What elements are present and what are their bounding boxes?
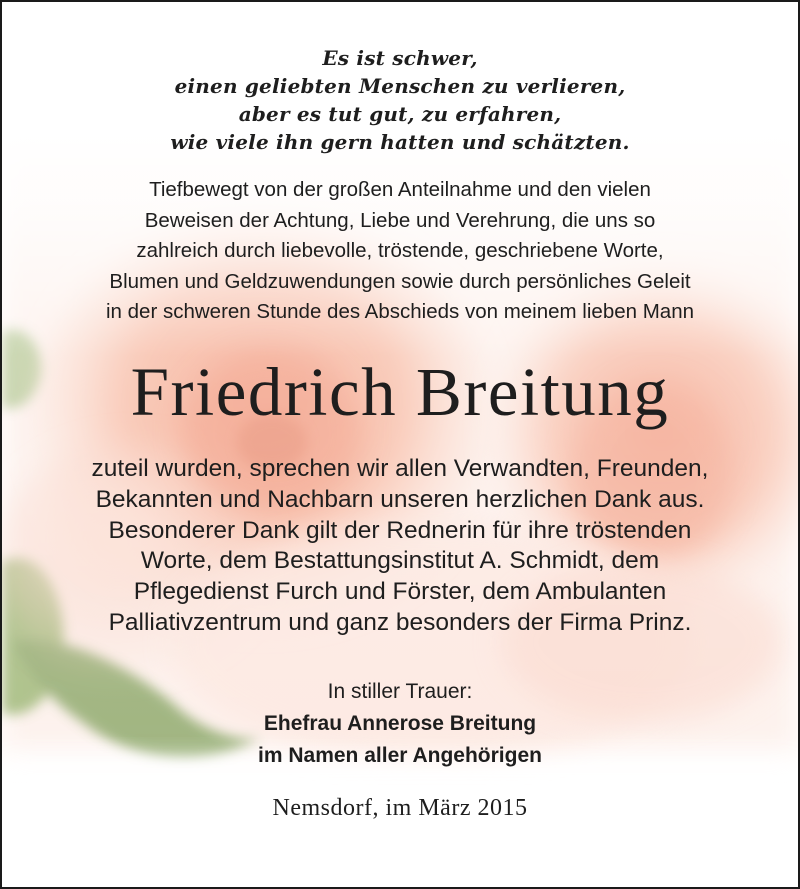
intro-line: Blumen und Geldzuwendungen sowie durch persönliches Geleit bbox=[109, 269, 691, 293]
thanks-line: Besonderer Dank gilt der Rednerin für ihre tröstenden bbox=[108, 516, 692, 544]
motto-line: Es ist schwer, bbox=[322, 46, 478, 70]
place-and-date: Nemsdorf, im März 2015 bbox=[272, 795, 528, 821]
thanks-line: Bekannten und Nachbarn unseren herzlichen Dank aus. bbox=[95, 485, 705, 513]
widow-name: Ehefrau Annerose Breitung bbox=[263, 712, 537, 735]
motto-line: wie viele ihn gern hatten und schätzten. bbox=[170, 130, 630, 154]
intro-paragraph bbox=[2, 175, 798, 328]
thanks-line: zuteil wurden, sprechen wir allen Verwandten, Freunden, bbox=[91, 455, 709, 482]
intro-line: zahlreich durch liebevolle, tröstende, geschriebene Worte, bbox=[136, 239, 664, 262]
motto-line: einen geliebten Menschen zu verlieren, bbox=[174, 74, 626, 98]
family-line: im Namen aller Angehörigen bbox=[258, 744, 542, 767]
mourning-intro: In stiller Trauer: bbox=[327, 680, 473, 703]
thanks-paragraph bbox=[2, 454, 798, 639]
intro-line: Beweisen der Achtung, Liebe und Verehrung, die uns so bbox=[144, 208, 656, 232]
thanks-line: Worte, dem Bestattungsinstitut A. Schmidt, dem bbox=[140, 547, 660, 575]
motto-verse bbox=[2, 44, 798, 156]
thanks-line: Palliativzentrum und ganz besonders der Firma Prinz. bbox=[108, 608, 692, 636]
intro-line: in der schweren Stunde des Abschieds von meinem lieben Mann bbox=[105, 300, 694, 323]
deceased-name: Friedrich Breitung bbox=[130, 354, 670, 430]
motto-line: aber es tut gut, zu erfahren, bbox=[238, 102, 562, 126]
signature-block bbox=[2, 676, 798, 772]
thanks-line: Pflegedienst Furch und Förster, dem Ambulanten bbox=[133, 578, 667, 606]
intro-line: Tiefbewegt von der großen Anteilnahme und den vielen bbox=[149, 178, 651, 201]
